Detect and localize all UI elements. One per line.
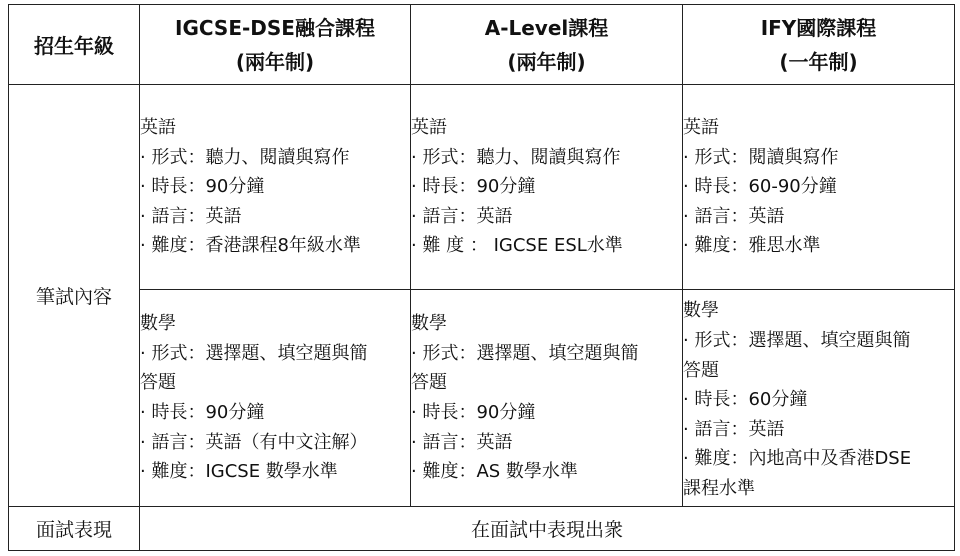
cell-line: · 語言：英語 (140, 205, 242, 227)
math-cell-ify (683, 290, 955, 507)
math-cell-a-level (411, 290, 683, 507)
program-duration: (兩年制) (235, 49, 315, 74)
cell-line: 答題 (140, 372, 176, 394)
cell-line: · 時長：90分鐘 (411, 402, 536, 423)
cell-line: · 時長：90分鐘 (411, 176, 536, 198)
cell-line: · 形式：閱讀與寫作 (683, 146, 839, 168)
program-header-a-level (411, 5, 683, 85)
admission-requirements-table (8, 4, 955, 551)
cell-line: · 難度：內地高中及香港DSE (683, 448, 912, 470)
cell-line: · 時長：60分鐘 (683, 389, 808, 411)
program-duration: (兩年制) (507, 49, 586, 74)
interview-row (9, 507, 955, 551)
cell-line: · 時長：90分鐘 (140, 402, 265, 423)
cell-line: 答題 (411, 372, 447, 394)
cell-line: 數學 (411, 313, 447, 335)
header-row (9, 5, 955, 85)
cell-line: 英語 (140, 117, 176, 139)
cell-line: · 難度：香港課程8年級水準 (140, 235, 361, 257)
math-cell-igcse-dse (140, 290, 411, 507)
cell-line: · 難度：IGCSE 數學水準 (140, 461, 338, 483)
written-test-label: 筆試內容 (9, 85, 140, 507)
program-title: A-Level課程 (484, 15, 609, 40)
cell-line: 數學 (683, 300, 719, 322)
cell-line: · 形式：聽力、閱讀與寫作 (140, 146, 350, 168)
cell-line: · 形式：選擇題、填空題與簡 (411, 342, 639, 364)
math-row (9, 290, 955, 507)
english-cell-ify (683, 85, 955, 290)
cell-line: 英語 (683, 117, 719, 139)
program-header-ify (683, 5, 955, 85)
cell-line: · 難度：AS 數學水準 (411, 461, 578, 483)
english-cell-a-level (411, 85, 683, 290)
cell-line: · 語言：英語 (683, 205, 785, 227)
cell-line: · 形式：聽力、閱讀與寫作 (411, 146, 621, 168)
english-row (9, 85, 955, 290)
cell-line: · 時長：60-90分鐘 (683, 176, 837, 198)
english-cell-igcse-dse (140, 85, 411, 290)
program-title: IFY國際課程 (760, 15, 877, 40)
cell-line: · 語言：英語 (411, 205, 513, 227)
cell-line: 數學 (140, 313, 176, 335)
program-header-igcse-dse (140, 5, 411, 85)
interview-requirement: 在面試中表現出衆 (140, 507, 955, 551)
cell-line: 課程水準 (683, 477, 755, 499)
cell-line: · 語言：英語 (411, 431, 513, 453)
cell-line: · 難 度 ： IGCSE ESL水準 (411, 235, 623, 257)
cell-line: 英語 (411, 117, 447, 139)
cell-line: 答題 (683, 359, 719, 381)
cell-line: · 語言：英語（有中文注解） (140, 431, 368, 453)
interview-label: 面試表現 (9, 507, 140, 551)
program-title: IGCSE-DSE融合課程 (175, 15, 375, 40)
cell-line: · 難度：雅思水準 (683, 235, 821, 257)
cell-line: · 語言：英語 (683, 418, 785, 440)
cell-line: · 時長：90分鐘 (140, 176, 265, 198)
corner-label: 招生年級 (9, 5, 140, 85)
cell-line: · 形式：選擇題、填空題與簡 (683, 330, 911, 352)
cell-line: · 形式：選擇題、填空題與簡 (140, 342, 368, 364)
program-duration: (一年制) (779, 49, 858, 74)
